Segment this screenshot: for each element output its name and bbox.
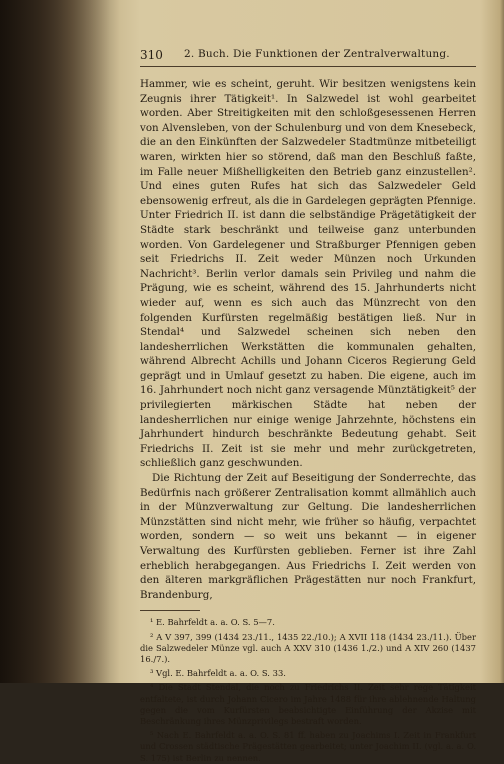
footnote-4: ⁴ Die Stadt Stendal, die noch zu Friedrichs II. Zeit sehr rege Tätigkeit entfaltete, ist durch Johann Cicero im Jahre 1488 für ihre ablehnende Haltung gegen die vom Kurfürsten beabsichtigte Einführung der Akzise mit Beschränkung ihres Münzprivilegs bestraft worden.: [140, 682, 476, 726]
running-title: 2. Buch. Die Funktionen der Zentralverwaltung.: [184, 48, 450, 60]
footnote-1: ¹ E. Bahrfeldt a. a. O. S. 5—7.: [150, 617, 275, 628]
body-paragraph-2: Die Richtung der Zeit auf Beseitigung der Sonderrechte, das Bedürfnis nach größerer Zentralisation kommt allmählich auch in der Münzverwaltung zur Geltung. Die landesherrlichen Münzstätten sind nicht mehr, wie früher so häufig, verpachtet worden, sondern — so weit uns bekannt — in eigener Verwaltung des Kurfürsten geblieben. Ferner ist ihre Zahl erheblich herabgegangen. Aus Friedrichs I. Zeit werden von den älteren markgräflichen Prägestätten nur noch Frankfurt, Brandenburg,: [140, 472, 476, 601]
page-header: [140, 48, 476, 67]
main-text: [140, 77, 476, 602]
footnote-2: ² A V 397, 399 (1434 23./11., 1435 22./10.); A XVII 118 (1434 23./11.). Über die Salzwedeler Münze vgl. auch A XXV 310 (1436 1./2.) und A XIV 260 (1437 16./7.).: [140, 631, 476, 664]
body-paragraph-1: Hammer, wie es scheint, geruht. Wir besitzen wenigstens kein Zeugnis ihrer Tätigkeit¹. In Salzwedel ist wohl gearbeitet worden. Aber Streitigkeiten mit den schloßgesessenen Herren von Alvensleben, von der Schulenburg und von dem Knesebeck, die an den Einkünften der Salzwedeler Stadtmünze mitbeteiligt waren, wirkten hier so störend, daß man den Beschluß faßte, im Falle neuer Mißhelligkeiten den Betrieb ganz einzustellen². Und eines guten Rufes hat sich das Salzwedeler Geld ebensowenig erfreut, als die in Gardelegen geprägten Pfennige. Unter Friedrich II. ist dann die selbständige Prägetätigkeit der Städte stark beschränkt und teilweise ganz unterbunden worden. Von Gardelegener und Straßburger Pfennigen geben seit Friedrichs II. Zeit weder Münzen noch Urkunden Nachricht³. Berlin verlor damals sein Privileg und nahm die Prägung, wie es scheint, während des 15. Jahrhunderts nicht wieder auf, wenn es sich auch das Münzrecht von den folgenden Kurfürsten regelmäßig bestätigen ließ. Nur in Stendal⁴ und Salzwedel scheinen sich neben den landesherrlichen Werkstätten die kommunalen gehalten, während Albrecht Achills und Johann Ciceros Regierung Geld geprägt und in Umlauf gesetzt zu haben. Die eigene, auch im 16. Jahrhundert noch nicht ganz versagende Münztätigkeit⁵ der privilegierten märkischen Städte hat neben der landesherrlichen nur einige wenige Jahrzehnte, höchstens ein Jahrhundert hindurch beschränkte Bedeutung gehabt. Seit Friedrichs II. Zeit ist sie mehr und mehr zurückgetreten, schließlich ganz geschwunden.: [140, 78, 476, 470]
page-number: 310: [140, 48, 163, 62]
footnote-divider: [140, 610, 200, 611]
footnotes: [140, 617, 476, 763]
footnote-3: ³ Vgl. E. Bahrfeldt a. a. O. S. 33.: [150, 668, 286, 679]
book-gutter-shadow: [0, 0, 120, 683]
footnote-5: ⁵ Nach E. Bahrfeldt a. a. O. S. 81 ff. haben zu Joachims I. Zeit in Frankfurt und Crossen städtische Prägestätten gearbeitet; unter Joachim II. (vgl. a. a. O. S. 175) ist Berlin zu nennen.: [140, 730, 476, 763]
book-page: [140, 48, 476, 763]
